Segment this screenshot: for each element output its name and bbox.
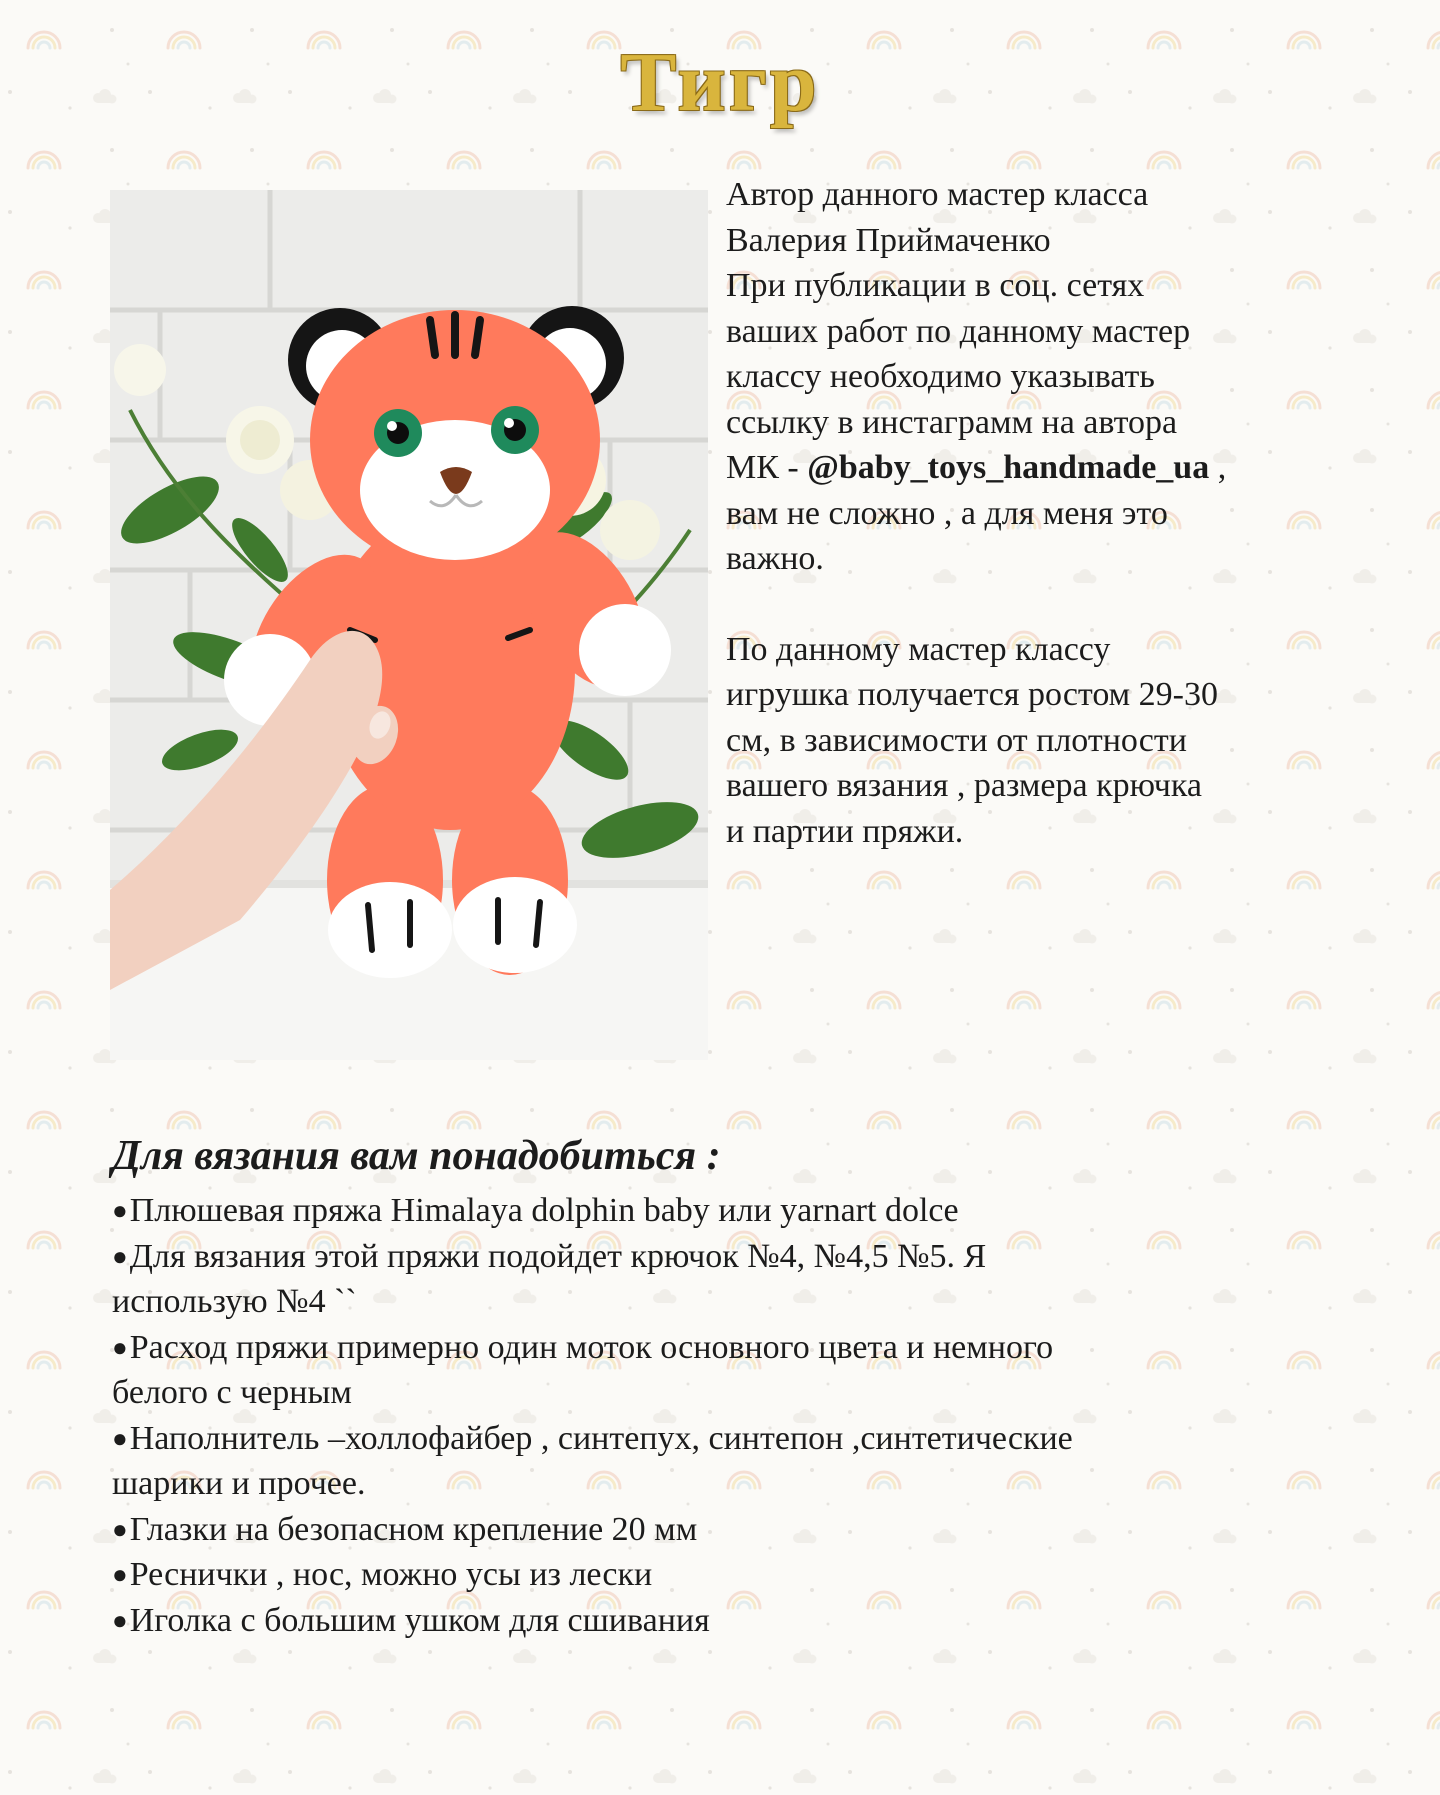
size-line: игрушка получается ростом 29-30 — [726, 676, 1219, 713]
intro-line: ссылку в инстаграмм на автора — [726, 403, 1178, 441]
materials-item-text: Иголка с большим ушком для сшивания — [129, 1601, 710, 1639]
bullet-icon: ● — [112, 1332, 128, 1362]
intro-line: классу необходимо указывать — [726, 358, 1155, 395]
materials-item-text: белого с черным — [112, 1374, 352, 1411]
materials-section — [112, 1130, 1332, 1643]
instagram-handle: @baby_toys_handmade_ua — [807, 449, 1210, 486]
intro-line — [726, 445, 1326, 491]
intro-line: При публикации в соц. сетях — [726, 267, 1145, 304]
size-line: вашего вязания , размера крючка — [726, 767, 1202, 804]
author-notice — [726, 172, 1326, 854]
materials-item — [112, 1188, 1332, 1234]
tiger-toy-photo — [110, 190, 708, 1060]
materials-item-continued — [112, 1461, 1332, 1507]
intro-line: вам не сложно , а для меня это — [726, 494, 1168, 532]
materials-list — [112, 1188, 1332, 1643]
intro-line-suffix: , — [1209, 449, 1227, 486]
materials-heading: Для вязания вам понадобиться : — [112, 1133, 721, 1179]
materials-item-text: Наполнитель –холлофайбер , синтепух, синтепон ,синтетические — [129, 1419, 1073, 1457]
intro-line: Автор данного мастер класса — [726, 176, 1149, 213]
materials-item — [112, 1325, 1332, 1371]
materials-item-continued — [112, 1279, 1332, 1325]
paragraph-spacer — [726, 582, 1326, 627]
intro-line: важно. — [726, 540, 824, 577]
materials-item-text: Расход пряжи примерно один моток основного цвета и немного — [129, 1328, 1054, 1366]
materials-item — [112, 1416, 1332, 1462]
materials-item-text: Для вязания этой пряжи подойдет крючок №4, №4,5 №5. Я — [129, 1237, 987, 1275]
materials-item-continued — [112, 1370, 1332, 1416]
size-line: По данному мастер классу — [726, 630, 1111, 668]
materials-item-text: Реснички , нос, можно усы из лески — [129, 1556, 653, 1593]
materials-item — [112, 1552, 1332, 1598]
materials-item-text: Глазки на безопасном крепление 20 мм — [129, 1510, 698, 1548]
materials-item-text: шарики и прочее. — [112, 1465, 366, 1502]
author-name: Валерия Приймаченко — [726, 221, 1051, 259]
materials-item-text: Плюшевая пряжа Himalaya dolphin baby или yarnart dolce — [129, 1192, 959, 1229]
bullet-icon: ● — [112, 1514, 128, 1544]
bullet-icon: ● — [112, 1560, 128, 1589]
materials-item — [112, 1598, 1332, 1644]
bullet-icon: ● — [112, 1605, 128, 1635]
bullet-icon: ● — [112, 1241, 128, 1271]
page-title: Тигр — [620, 36, 820, 129]
materials-item-text: использую №4 `` — [112, 1283, 357, 1320]
bullet-icon: ● — [112, 1423, 128, 1453]
size-line: и партии пряжи. — [726, 812, 964, 850]
size-line: см, в зависимости от плотности — [726, 721, 1187, 759]
intro-line-prefix: МК - — [726, 449, 808, 486]
materials-item — [112, 1234, 1332, 1280]
intro-line: ваших работ по данному мастер — [726, 312, 1191, 350]
materials-item — [112, 1507, 1332, 1553]
bullet-icon: ● — [112, 1196, 128, 1225]
